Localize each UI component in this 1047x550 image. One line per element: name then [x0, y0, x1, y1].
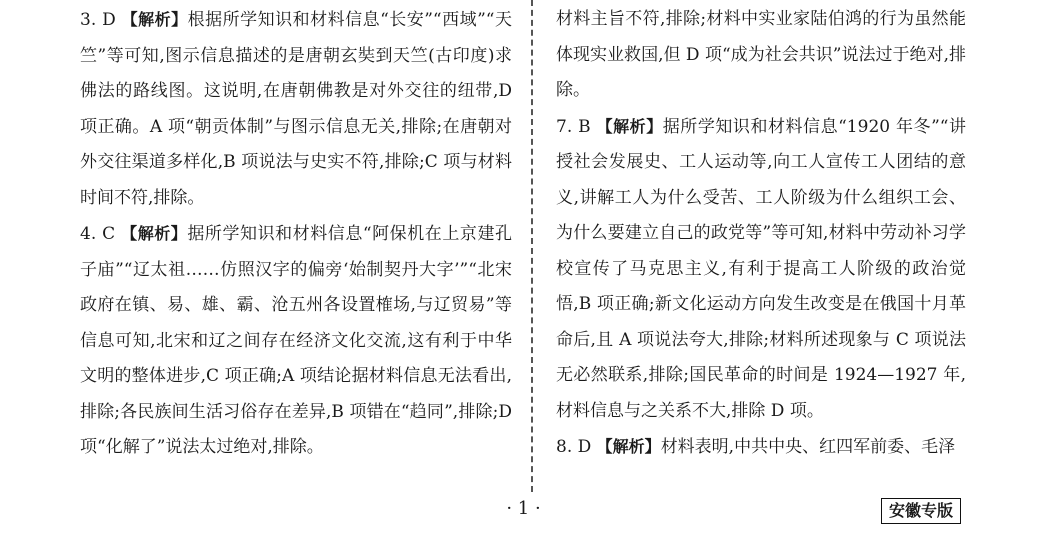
answer-item-3	[80, 2, 512, 216]
question-number: 8. D	[556, 437, 592, 457]
left-column	[80, 2, 512, 466]
analysis-tag: 【解析】	[596, 116, 663, 136]
analysis-tag: 【解析】	[596, 437, 661, 456]
answer-continuation	[556, 2, 966, 109]
edition-badge: 安徽专版	[881, 498, 961, 524]
answer-item-4	[80, 216, 512, 466]
right-column	[556, 2, 966, 466]
page-number: · 1 ·	[506, 498, 541, 519]
continuation-text: 材料主旨不符,排除;材料中实业家陆伯鸿的行为虽然能体现实业救国,但 D 项“成为社会共识”说法过于绝对,排除。	[556, 9, 966, 100]
column-divider	[531, 0, 533, 492]
analysis-tag: 【解析】	[121, 224, 188, 243]
question-number: 4. C	[80, 224, 116, 244]
answer-item-8	[556, 429, 966, 466]
analysis-tag: 【解析】	[121, 10, 188, 29]
answer-explanation: 材料表明,中共中央、红四军前委、毛泽	[660, 437, 956, 457]
question-number: 3. D	[80, 10, 116, 30]
answer-item-7	[556, 109, 966, 430]
question-number: 7. B	[556, 116, 591, 137]
answer-explanation: 据所学知识和材料信息“1920 年冬”“讲授社会发展史、工人运动等,向工人宣传工人团结的意义,讲解工人为什么受苦、工人阶级为什么组织工会、为什么要建立自己的政党等”等可知,材料中劳动补习学校宣传了马克思主义,有利于提高工人阶级的政治觉悟,B 项正确;新文化运动方向发生改变是在俄国十月革命后,且 A 项说法夸大,排除;材料所述现象与 C 项说法无必然联系,排除;国民革命的时间是 1924—1927 年,材料信息与之关系不大,排除 D 项。	[556, 116, 966, 421]
answer-explanation: 据所学知识和材料信息“阿保机在上京建孔子庙”“辽太祖……仿照汉字的偏旁‘始制契丹大字’”“北宋政府在镇、易、雄、霸、沧五州各设置榷场,与辽贸易”等信息可知,北宋和辽之间存在经济文化交流,这有利于中华文明的整体进步,C 项正确;A 项结论据材料信息无法看出,排除;各民族间生活习俗存在差异,B 项错在“趋同”,排除;D 项“化解了”说法太过绝对,排除。	[80, 224, 512, 457]
answer-explanation: 根据所学知识和材料信息“长安”“西域”“天竺”等可知,图示信息描述的是唐朝玄奘到天竺(古印度)求佛法的路线图。这说明,在唐朝佛教是对外交往的纽带,D 项正确。A 项“朝贡体制”与图示信息无关,排除;在唐朝对外交往渠道多样化,B 项说法与史实不符,排除;C 项与材料时间不符,排除。	[80, 10, 512, 208]
